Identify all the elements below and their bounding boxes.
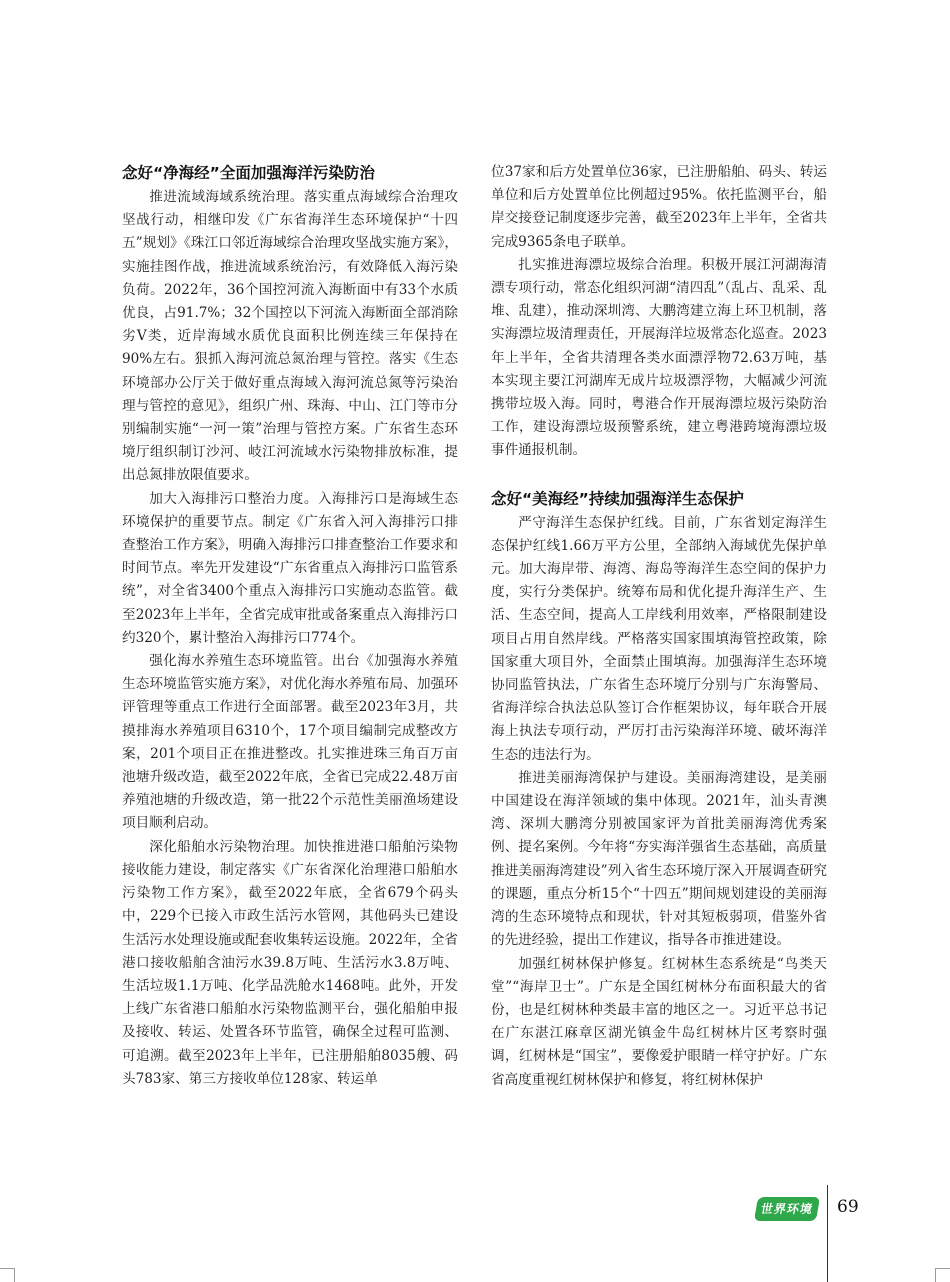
- paragraph-beautiful-bay: 推进美丽海湾保护与建设。美丽海湾建设，是美丽中国建设在海洋领域的集中体现。2021年，汕头青澳湾、深圳大鹏湾分别被国家评为首批美丽海湾优秀案例、提名案例。今年将“夯实海洋强省生态基础，高质量推进美丽海湾建设”列入省生态环境厅深入开展调查研究的课题，重点分析15个“十四五”期间规划建设的美丽海湾的生态环境特点和现状，针对其短板弱项，借鉴外省的先进经验，提出工作建议，指导各市推进建设。: [491, 769, 827, 949]
- paragraph-ship-pollution: 深化船舶水污染物治理。加快推进港口船舶污染物接收能力建设，制定落实《广东省深化治理港口船舶水污染物工作方案》，截至2022年底，全省679个码头中，229个已接入市政生活污水管网，其他码头已建设生活污水处理设施或配套收集转运设施。2022年，全省港口接收船舶含油污水39.8万吨、生活污水3.8万吨、生活垃圾1.1万吨、化学品洗舱水1468吨。此外，开发上线广东省港口船舶水污染物监测平台，强化船舶申报及接收、转运、处置各环节监管，确保全过程可监测、可追溯。截至2023年上半年，已注册船舶8035艘、码头783家、第三方接收单位128家、转运单: [122, 838, 458, 1087]
- crop-mark: [935, 1268, 936, 1282]
- paragraph-mangrove-protection: 加强红树林保护修复。红树林生态系统是“鸟类天堂”“海岸卫士”。广东是全国红树林分布面积最大的省份，也是红树林种类最丰富的地区之一。习近平总书记在广东湛江麻章区湖光镇金牛岛红树林片区考察时强调，红树林是“国宝”，要像爱护眼睛一样守护好。广东省高度重视红树林保护和修复，将红树林保护: [491, 955, 827, 1088]
- paragraph-ship-pollution-continued: 位37家和后方处置单位36家，已注册船舶、码头、转运单位和后方处置单位比例超过95%。依托监测平台，船岸交接登记制度逐步完善，截至2023年上半年，全省共完成9365条电子联单。: [491, 164, 827, 250]
- paragraph-outfall-rectification: 加大入海排污口整治力度。入海排污口是海域生态环境保护的重要节点。制定《广东省入河入海排污口排查整治工作方案》，明确入海排污口排查整治工作要求和时间节点。率先开发建设“广东省重点入海排污口监管系统”，对全省3400个重点入海排污口实施动态监管。截至2023年上半年，全省完成审批或备案重点入海排污口约320个，累计整治入海排污口774个。: [122, 490, 458, 646]
- crop-mark: [14, 1268, 15, 1282]
- paragraph-floating-garbage: 扎实推进海漂垃圾综合治理。积极开展江河湖海清漂专项行动，常态化组织河湖“清四乱”（乱占、乱采、乱堆、乱建），推动深圳湾、大鹏湾建立海上环卫机制，落实海漂垃圾清理责任，开展海洋垃圾常态化巡查。2023年上半年，全省共清理各类水面漂浮物72.63万吨，基本实现主要江河湖库无成片垃圾漂浮物，大幅减少河流携带垃圾入海。同时，粤港合作开展海漂垃圾污染防治工作，建设海漂垃圾预警系统，建立粤港跨境海漂垃圾事件通报机制。: [491, 256, 827, 459]
- paragraph-ecological-redline: 严守海洋生态保护红线。目前，广东省划定海洋生态保护红线1.66万平方公里，全部纳入海域优先保护单元。加大海岸带、海湾、海岛等海洋生态空间的保护力度，实行分类保护。统筹布局和优化提升海洋生产、生活、生态空间，提高人工岸线利用效率，严格限制建设项目占用自然岸线。严格落实国家围填海管控政策，除国家重大项目外，全面禁止围填海。加强海洋生态环境协同监管执法，广东省生态环境厅分别与广东海警局、省海洋综合执法总队签订合作框架协议，每年联合开展海上执法专项行动，严厉打击污染海洋环境、破坏海洋生态的违法行为。: [491, 514, 827, 763]
- section-heading-clean-sea: 念好“净海经”全面加强海洋污染防治: [122, 164, 375, 182]
- footer-divider: [827, 1185, 828, 1282]
- crop-mark: [936, 1268, 950, 1269]
- section-gap: [491, 463, 827, 486]
- section-heading-beautiful-sea: 念好“美海经”持续加强海洋生态保护: [491, 489, 744, 508]
- paragraph-basin-governance: 推进流域海域系统治理。落实重点海域综合治理攻坚战行动，相继印发《广东省海洋生态环境保护“十四五”规划》《珠江口邻近海域综合治理攻坚战实施方案》，实施挂图作战，推进流域系统治污，有效降低入海污染负荷。2022年，36个国控河流入海断面中有33个水质优良，占91.7%；32个国控以下河流入海断面全部消除劣Ⅴ类，近岸海域水质优良面积比例连续三年保持在90%左右。狠抓入海河流总氮治理与管控。落实《生态环境部办公厅关于做好重点海域入海河流总氮等污染治理与管控的意见》，组织广州、珠海、中山、江门等市分别编制实施“一河一策”治理与管控方案。广东省生态环境厅组织制订沙河、岐江河流域水污染物排放标准，提出总氮排放限值要求。: [122, 189, 458, 484]
- magazine-logo: 世界环境: [754, 1197, 820, 1221]
- page-number: 69: [837, 1197, 859, 1217]
- right-column: [491, 161, 827, 1092]
- crop-mark: [0, 1268, 14, 1269]
- left-column: [122, 160, 458, 1091]
- paragraph-mariculture-supervision: 强化海水养殖生态环境监管。出台《加强海水养殖生态环境监管实施方案》，对优化海水养殖布局、加强环评管理等重点工作进行全面部署。截至2023年3月，共摸排海水养殖项目6310个，17个项目编制完成整改方案，201个项目正在推进整改。扎实推进珠三角百万亩池塘升级改造，截至2022年底，全省已完成22.48万亩养殖池塘的升级改造，第一批22个示范性美丽渔场建设项目顺利启动。: [122, 653, 458, 832]
